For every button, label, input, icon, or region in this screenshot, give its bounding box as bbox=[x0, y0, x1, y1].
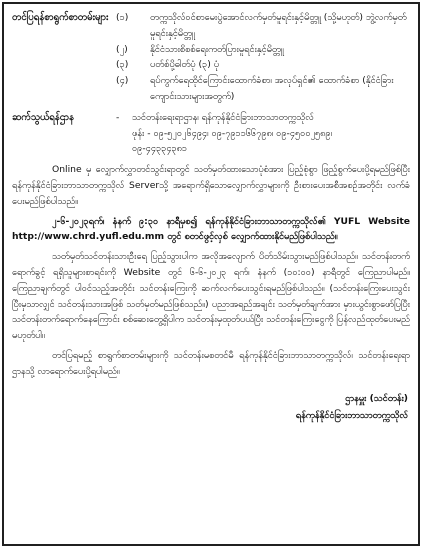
requirement-item bbox=[116, 57, 410, 73]
contact-section bbox=[12, 110, 410, 157]
contact-lines bbox=[132, 110, 410, 157]
paragraph-selection-fees: သတ်မှတ်သင်တန်းသားဦးရေ ပြည့်သွားပါက အလိုအလျောက် ပိတ်သိမ်းသွားမည်ဖြစ်ပါသည်။ သင်တန်းတက်ရောက်ခွင့် ရရှိသူများစာရင်းကို Website တွင် ၆-၆-၂၀၂၃ ရက်၊ နံနက် (၁၀:၀၀) နာရီတွင် ကြေညာပါမည်။ ကြေညာချက်တွင် ပါဝင်သည့်အတိုင်း သင်တန်းကြေးကို ဆက်လက်ပေးသွင်းရမည်ဖြစ်ပါသည်။ (သင်တန်းကြေးပေးသွင်းပြီးမှသာလျှင် သင်တန်းသားအဖြစ် သတ်မှတ်မည်ဖြစ်သည်။) ပညာအရည်အချင်း သတ်မှတ်ချက်အား မှားယွင်းစွာဖော်ပြပြီး သင်တန်းတက်ရောက်နေကြောင်း စစ်ဆေးတွေ့ရှိပါက သင်တန်းမှထုတ်ပယ်ပြီး သင်တန်းကြေးငွေကို ပြန်လည်ထုတ်ပေးမည်မဟုတ်ပါ။ bbox=[12, 251, 410, 342]
requirement-text: ပတ်စ်ပို့ဓါတ်ပုံ (၃) ပုံ bbox=[150, 59, 219, 71]
contact-phones: ဖုန်း - ၀၉-၅၂၀၂၆၄၉၄၊ ၀၉-၇၉၁၁၆၆၇၉၈၊ ၀၉-၄၅၀၀၂၅၈၉၊ bbox=[132, 127, 333, 139]
contact-details bbox=[116, 110, 410, 157]
requirement-number: (၄) bbox=[116, 75, 129, 87]
announcement-frame bbox=[2, 2, 420, 546]
contact-dash: - bbox=[116, 111, 120, 123]
contact-label: ဆက်သွယ်ရန်ဌာန bbox=[12, 111, 74, 123]
requirement-text: တက္ကသိုလ်ဝင်စာမေးပွဲအောင်လက်မှတ်မူရင်းနှင့်မိတ္တူ (သို့မဟုတ်) ဘွဲ့လက်မှတ်မူရင်းနှင့်မိတ္တူ bbox=[150, 12, 407, 39]
contact-office: သင်တန်းရေးရာဌာန၊ ရန်ကုန်နိုင်ငံခြားဘာသာတက္ကသိုလ် bbox=[132, 111, 314, 123]
requirement-text: ရပ်ကွက်ရေထိုင်ကြောင်းထောက်ခံစာ၊ အလုပ်ရှင်၏ ထောက်ခံစာ (နိုင်ငံခြားကျောင်းသားများအတွက်) bbox=[150, 75, 394, 102]
signature-title: ဌာနမှူး (သင်တန်း) bbox=[345, 392, 408, 404]
requirement-item bbox=[116, 10, 410, 42]
contact-phones-cont: ၀၉-၄၄၃၃၄၃၈၁ bbox=[132, 143, 188, 155]
signature-block bbox=[12, 390, 410, 424]
requirement-number: (၃) bbox=[116, 59, 129, 71]
requirement-number: (၂) bbox=[116, 43, 128, 55]
paragraph-submit-documents: တင်ပြရမည့် စာရွက်စာတမ်းများကို သင်တန်းမစတင်မီ ရန်ကုန်နိုင်ငံခြားဘာသာတက္ကသိုလ်၊ သင်တန်းရေးရာဌာနသို့ လာရောက်ပေးပို့ရပါမည်။ bbox=[12, 349, 410, 377]
paragraph-website-opening: ၂-၆-၂၀၂၃ရက်၊ နံနက် ၉:၃၀ နာရီမှစ၍ ရန်ကုန်နိုင်ငံခြားဘာသာတက္ကသိုလ်၏ YUFL Website http://www.chrd.yufl.edu.mm တွင် စတင်ဖွင့်လှစ် လျှောက်ထားနိုင်မည်ဖြစ်ပါသည်။ bbox=[12, 215, 410, 243]
requirements-label: တင်ပြရန်စာရွက်စာတမ်းများ bbox=[12, 12, 109, 23]
requirements-section bbox=[12, 10, 410, 105]
requirement-text: နိုင်ငံသားစိစစ်ရေးကတ်ပြားမူရင်းနှင့်မိတ္တူ bbox=[150, 43, 284, 55]
signature-university: ရန်ကုန်နိုင်ငံခြားဘာသာတက္ကသိုလ် bbox=[295, 409, 408, 421]
requirement-item bbox=[116, 73, 410, 105]
requirement-number: (၁) bbox=[116, 12, 129, 23]
paragraph-online-application: Online မှ လျှောက်လွှာတင်သွင်းရာတွင် သတ်မှတ်ထားသောပုံစံအား ပြည့်စုံစွာ ဖြည့်စွက်ပေးပို့ရမည်ဖြစ်ပြီး ရန်ကုန်နိုင်ငံခြားဘာသာတက္ကသိုလ် Serverသို့ အရောက်ရှိသောလျှောက်လွှာများကို ဦးစားပေးအစီအစဉ်အတိုင်း လက်ခံပေးမည်ဖြစ်ပါသည်။ bbox=[12, 164, 410, 207]
requirement-item bbox=[116, 42, 410, 58]
requirements-list bbox=[116, 10, 410, 105]
